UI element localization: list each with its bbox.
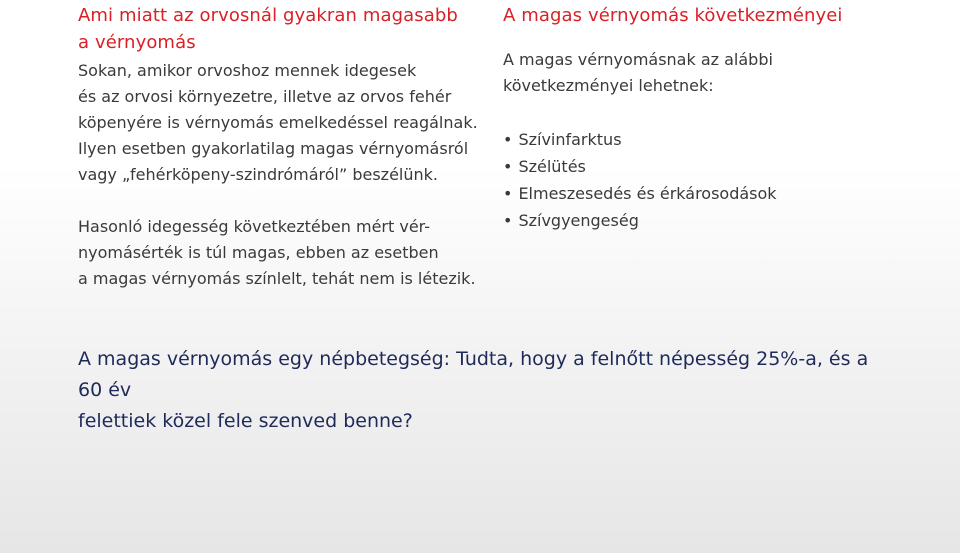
callout-line-2: felettiek közel fele szenved benne? bbox=[78, 410, 413, 432]
bullet-dot: • bbox=[503, 157, 513, 176]
callout-line-1: A magas vérnyomás egy népbetegség: Tudta, hogy a felnőtt népesség 25%-a, és a 60 év bbox=[78, 348, 869, 401]
list-item bbox=[503, 126, 943, 153]
list-item-label: Szívgyengeség bbox=[518, 211, 639, 230]
paragraph-line: vagy „fehérköpeny-szindrómáról” beszélünk. bbox=[78, 165, 438, 184]
left-heading bbox=[78, 2, 478, 56]
list-item bbox=[503, 207, 943, 234]
left-heading-line-1: Ami miatt az orvosnál gyakran magasabb bbox=[78, 5, 458, 26]
paragraph-line: Sokan, amikor orvoshoz mennek idegesek bbox=[78, 61, 417, 80]
bullet-dot: • bbox=[503, 130, 513, 149]
bullet-dot: • bbox=[503, 211, 513, 230]
list-item bbox=[503, 180, 943, 207]
consequences-list bbox=[503, 126, 943, 234]
left-column bbox=[78, 0, 478, 292]
list-item-label: Szívinfarktus bbox=[518, 130, 622, 149]
list-item-label: Elmeszesedés és érkárosodások bbox=[518, 184, 777, 203]
paragraph-line: következményei lehetnek: bbox=[503, 76, 714, 95]
paragraph-line: Hasonló idegesség következtében mért vér- bbox=[78, 217, 430, 236]
consequences-intro bbox=[503, 47, 943, 99]
list-item-label: Szélütés bbox=[518, 157, 586, 176]
paragraph-line: Ilyen esetben gyakorlatilag magas vérnyomásról bbox=[78, 139, 469, 158]
left-heading-line-2: a vérnyomás bbox=[78, 32, 196, 53]
paragraph-line: nyomásérték is túl magas, ebben az esetben bbox=[78, 243, 439, 262]
white-coat-paragraph bbox=[78, 58, 478, 188]
prevalence-callout bbox=[78, 344, 878, 437]
paragraph-line: a magas vérnyomás színlelt, tehát nem is létezik. bbox=[78, 269, 476, 288]
paragraph-line: és az orvosi környezetre, illetve az orvos fehér bbox=[78, 87, 452, 106]
list-item bbox=[503, 153, 943, 180]
right-column bbox=[503, 0, 943, 234]
right-heading: A magas vérnyomás következményei bbox=[503, 5, 843, 26]
bullet-dot: • bbox=[503, 184, 513, 203]
paragraph-line: köpenyére is vérnyomás emelkedéssel reagálnak. bbox=[78, 113, 478, 132]
paragraph-line: A magas vérnyomásnak az alábbi bbox=[503, 50, 773, 69]
measurement-paragraph bbox=[78, 214, 478, 292]
